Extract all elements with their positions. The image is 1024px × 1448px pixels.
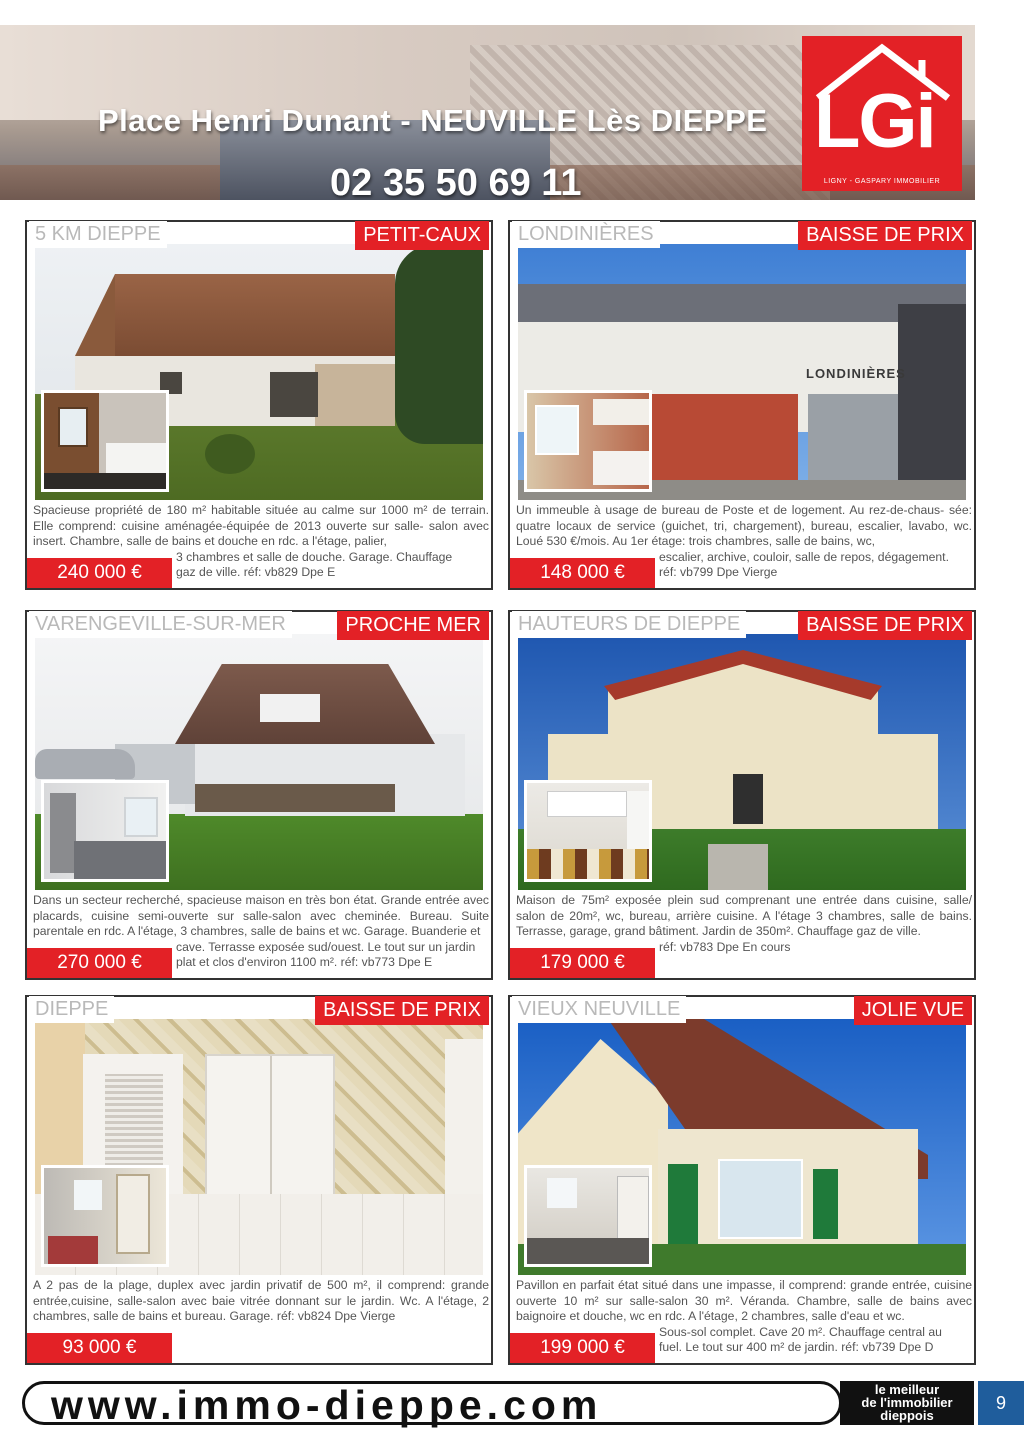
logo-subtitle: LIGNY - GASPARY IMMOBILIER <box>823 178 941 185</box>
listing-location: VIEUX NEUVILLE <box>512 996 686 1023</box>
page-number: 9 <box>978 1381 1024 1425</box>
listing-price: 270 000 € <box>27 948 172 978</box>
listing-price: 148 000 € <box>510 558 655 588</box>
listing-thumbnail[interactable] <box>41 780 169 882</box>
listing-card[interactable] <box>508 220 976 590</box>
listing-location: 5 KM DIEPPE <box>29 221 167 248</box>
listing-tag: BAISSE DE PRIX <box>798 611 972 640</box>
listing-price: 93 000 € <box>27 1333 172 1363</box>
listing-description: Un immeuble à usage de bureau de Poste et de logement. Au rez-de-chaus- sée: quatre locaux de service (guichet, tri, chargement), bureau, escalier, lavabo, wc. Loué 530 €/mois. Au 1er étage: trois chambres, salle de bains, wc, escalier, archive, couloir, salle de repos, dégagement. réf: vb799 Dpe Vierge <box>516 503 973 580</box>
listing-description: Spacieuse propriété de 180 m² habitable située au calme sur 1000 m² de terrain. Elle comprend: cuisine aménagée-équipée de 2013 ouverte sur salle- salon avec insert. Chambre, salle de bains et douche en rdc. a l'étage, palier, 3 chambres et salle de douche. Garage. Chauffage gaz de ville. réf: vb829 Dpe E <box>33 503 490 580</box>
listing-tag: PROCHE MER <box>337 611 489 640</box>
listing-tag: JOLIE VUE <box>854 996 972 1025</box>
website-url[interactable]: www.immo-dieppe.com <box>51 1382 603 1428</box>
listing-tag: PETIT-CAUX <box>355 221 489 250</box>
listing-location: LONDINIÈRES <box>512 221 660 248</box>
listing-thumbnail[interactable] <box>41 390 169 492</box>
agency-phone[interactable]: 02 35 50 69 11 <box>330 162 582 200</box>
listing-location: VARENGEVILLE-SUR-MER <box>29 611 292 638</box>
listing-card[interactable] <box>25 610 493 980</box>
listing-tag: BAISSE DE PRIX <box>798 221 972 250</box>
slogan-line: de l'immobilier <box>861 1395 953 1410</box>
listing-card[interactable] <box>25 995 493 1365</box>
listing-price: 179 000 € <box>510 948 655 978</box>
slogan-line: le meilleur <box>874 1382 940 1397</box>
listing-thumbnail[interactable] <box>41 1165 169 1267</box>
building-sign: LONDINIÈRES <box>806 366 906 381</box>
listing-thumbnail[interactable] <box>524 780 652 882</box>
agency-address: Place Henri Dunant - NEUVILLE Lès DIEPPE <box>98 103 768 138</box>
logo-letters: LGi <box>814 79 935 164</box>
listing-price: 240 000 € <box>27 558 172 588</box>
listing-card[interactable] <box>508 610 976 980</box>
listing-description: Pavillon en parfait état situé dans une impasse, il comprend: grande entrée, cuisine ouverte 10 m² sur salle-salon 30 m². Véranda. Chambre, salle de bains avec baignoire et douche, wc en rdc. A l'étage, 2 chambres, salle d'eau et wc. Sous-sol complet. Cave 20 m². Chauffage central au fuel. Le tout sur 400 m² de jardin. réf: vb739 Dpe D <box>516 1278 972 1355</box>
listing-card[interactable] <box>508 995 976 1365</box>
listing-thumbnail[interactable] <box>524 1165 652 1267</box>
website-pill[interactable] <box>22 1381 842 1428</box>
agency-logo <box>802 36 962 191</box>
listing-description: Maison de 75m² exposée plein sud comprenant une entrée dans cuisine, salle/ salon de 20m², wc, bureau, arrière cuisine. A l'étage 3 chambres, salle de bains. Terrasse, garage, grand bâtiment. Jardin de 350m². Chauffage gaz de ville. réf: vb783 Dpe En cours <box>516 893 972 954</box>
listing-location: DIEPPE <box>29 996 114 1023</box>
slogan-box <box>840 1381 974 1425</box>
listing-description: A 2 pas de la plage, duplex avec jardin privatif de 500 m², il comprend: grande entrée,cuisine, salle-salon avec baie vitrée donnant sur le jardin. Wc. A l'étage, 2 chambres, salle de bains et bureau. Garage. réf: vb824 Dpe Vierge <box>33 1278 489 1324</box>
listing-location: HAUTEURS DE DIEPPE <box>512 611 746 638</box>
listing-tag: BAISSE DE PRIX <box>315 996 489 1025</box>
listing-description: Dans un secteur recherché, spacieuse maison en très bon état. Grande entrée avec placards, cuisine semi-ouverte sur salle-salon avec cheminée. Bureau. Suite parentale en rdc. A l'étage, 3 chambres, salle de bains et wc. Garage. Buanderie et cave. Terrasse exposée sud/ouest. Le tout sur un jardin plat et clos d'environ 1100 m². réf: vb773 Dpe E <box>33 893 489 970</box>
listing-card[interactable] <box>25 220 493 590</box>
listing-price: 199 000 € <box>510 1333 655 1363</box>
footer <box>22 1381 972 1428</box>
listing-thumbnail[interactable] <box>524 390 652 492</box>
slogan-line: dieppois <box>880 1408 934 1423</box>
